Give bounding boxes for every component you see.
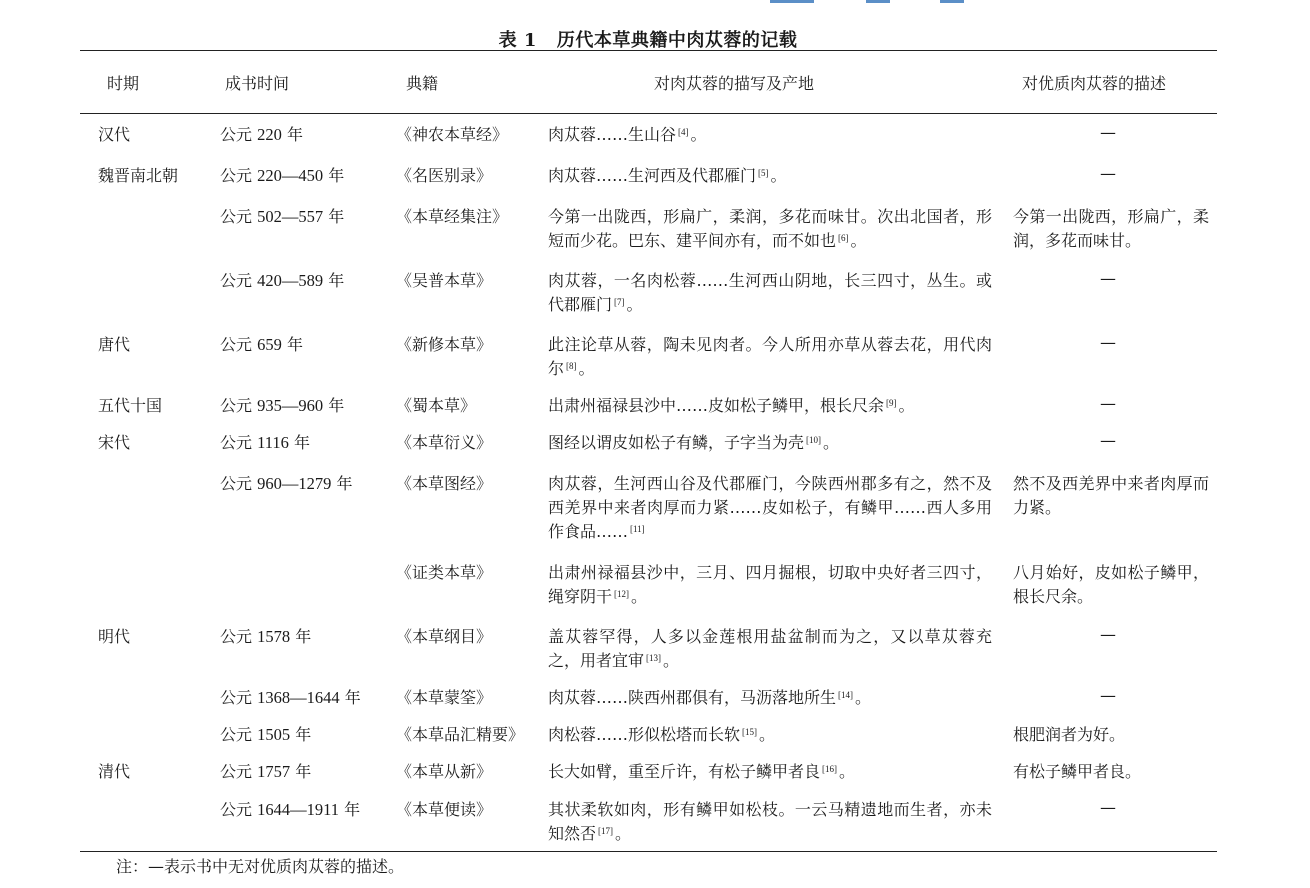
description-end: 。 <box>759 725 776 744</box>
quality-cell: 今第一出陇西，形扁广，柔润，多花而味甘。 <box>1013 207 1209 250</box>
header-book: 典籍 <box>406 74 439 93</box>
time-prefix: 公元 <box>220 125 253 144</box>
description-text: 长大如臂，重至斤许，有松子鳞甲者良 <box>548 762 821 781</box>
citation-ref: [11] <box>630 524 645 534</box>
description-text: 出肃州禄福县沙中，三月、四月掘根，切取中央好者三四寸，绳穿阴干 <box>548 563 992 606</box>
book-cell: 《本草经集注》 <box>396 207 509 226</box>
book-cell: 《吴普本草》 <box>396 271 493 290</box>
time-suffix: 年 <box>344 800 361 819</box>
citation-ref: [6] <box>838 233 849 243</box>
citation-ref: [12] <box>614 589 630 599</box>
time-suffix: 年 <box>295 762 312 781</box>
description-text: 肉苁蓉……生山谷 <box>548 125 677 144</box>
time-cell <box>220 394 344 418</box>
book-cell: 《本草衍义》 <box>396 433 493 452</box>
description-end: 。 <box>626 295 643 314</box>
description-cell <box>548 431 992 455</box>
time-suffix: 年 <box>328 207 345 226</box>
description-end: 。 <box>578 359 595 378</box>
header-time: 成书时间 <box>225 74 290 93</box>
header-quality: 对优质肉苁蓉的描述 <box>1022 74 1167 93</box>
description-end: 。 <box>663 651 680 670</box>
description-text: 图经以谓皮如松子有鳞，子字当为壳 <box>548 433 805 452</box>
quality-dash: — <box>1100 269 1116 288</box>
description-end: 。 <box>615 824 632 843</box>
description-text: 今第一出陇西，形扁广，柔润，多花而味甘。次出北国者，形短而少花。巴东、建平间亦有，而不如也 <box>548 207 992 250</box>
period-cell: 唐代 <box>98 335 131 354</box>
table-number: 表 1 <box>498 30 537 51</box>
description-cell <box>548 472 992 544</box>
description-text: 肉松蓉……形似松塔而长软 <box>548 725 741 744</box>
time-prefix: 公元 <box>220 800 253 819</box>
time-prefix: 公元 <box>220 627 253 646</box>
header-period: 时期 <box>107 74 140 93</box>
description-end: 。 <box>690 125 707 144</box>
time-suffix: 年 <box>344 688 361 707</box>
time-cell <box>220 164 344 188</box>
book-cell: 《证类本草》 <box>396 563 493 582</box>
description-text: 肉苁蓉……生河西及代郡雁门 <box>548 166 757 185</box>
period-cell: 魏晋南北朝 <box>98 166 179 185</box>
description-cell <box>548 164 992 188</box>
top-edge-mark-2 <box>866 0 890 3</box>
time-suffix: 年 <box>328 396 345 415</box>
time-prefix: 公元 <box>220 474 253 493</box>
quality-dash: — <box>1100 686 1116 705</box>
period-cell: 清代 <box>98 762 131 781</box>
citation-ref: [4] <box>678 127 689 137</box>
time-year: 420—589 <box>257 271 324 290</box>
description-cell <box>548 394 992 418</box>
book-cell: 《本草纲目》 <box>396 627 493 646</box>
citation-ref: [8] <box>566 361 577 371</box>
period-cell: 汉代 <box>98 125 131 144</box>
top-rule <box>80 50 1217 51</box>
citation-ref: [16] <box>822 764 838 774</box>
time-cell <box>220 625 311 649</box>
table-note: 注：—表示书中无对优质肉苁蓉的描述。 <box>116 857 405 876</box>
quality-cell: 根肥润者为好。 <box>1013 725 1126 744</box>
table-title-text: 历代本草典籍中肉苁蓉的记载 <box>556 30 798 51</box>
quality-dash: — <box>1100 123 1116 142</box>
description-text: 此注论草从蓉，陶未见肉者。今人所用亦草从蓉去花，用代肉尔 <box>548 335 992 378</box>
top-edge-mark-1 <box>770 0 814 3</box>
time-suffix: 年 <box>328 166 345 185</box>
time-cell <box>220 723 311 747</box>
citation-ref: [15] <box>742 727 758 737</box>
description-text: 出肃州福禄县沙中……皮如松子鳞甲，根长尺余 <box>548 396 885 415</box>
time-year: 1757 <box>257 762 291 781</box>
time-year: 1505 <box>257 725 291 744</box>
citation-ref: [17] <box>598 826 614 836</box>
time-cell <box>220 760 311 784</box>
description-cell <box>548 333 992 381</box>
citation-ref: [9] <box>886 398 897 408</box>
description-cell <box>548 760 992 784</box>
time-prefix: 公元 <box>220 396 253 415</box>
description-end: 。 <box>850 231 867 250</box>
time-prefix: 公元 <box>220 433 253 452</box>
book-cell: 《蜀本草》 <box>396 396 477 415</box>
citation-ref: [5] <box>758 168 769 178</box>
time-year: 960—1279 <box>257 474 332 493</box>
book-cell: 《神农本草经》 <box>396 125 509 144</box>
table-title <box>0 26 1296 52</box>
time-year: 502—557 <box>257 207 324 226</box>
description-cell <box>548 123 992 147</box>
quality-dash: — <box>1100 625 1116 644</box>
quality-dash: — <box>1100 394 1116 413</box>
description-text: 肉苁蓉，生河西山谷及代郡雁门，今陕西州郡多有之，然不及西羌界中来者肉厚而力紧……皮如松子，有鳞甲……西人多用作食品…… <box>548 474 992 541</box>
time-year: 659 <box>257 335 282 354</box>
time-cell <box>220 269 344 293</box>
period-cell: 宋代 <box>98 433 131 452</box>
citation-ref: [13] <box>646 653 662 663</box>
time-suffix: 年 <box>293 433 310 452</box>
quality-dash: — <box>1100 164 1116 183</box>
time-year: 220—450 <box>257 166 324 185</box>
citation-ref: [7] <box>614 297 625 307</box>
citation-ref: [10] <box>806 435 822 445</box>
book-cell: 《名医别录》 <box>396 166 493 185</box>
time-cell <box>220 205 344 229</box>
time-suffix: 年 <box>336 474 353 493</box>
time-suffix: 年 <box>295 725 312 744</box>
time-prefix: 公元 <box>220 271 253 290</box>
time-cell <box>220 431 310 455</box>
time-year: 935—960 <box>257 396 324 415</box>
description-end: 。 <box>898 396 915 415</box>
time-cell <box>220 472 352 496</box>
time-suffix: 年 <box>328 271 345 290</box>
description-text: 肉苁蓉……陕西州郡俱有，马沥落地所生 <box>548 688 837 707</box>
book-cell: 《本草从新》 <box>396 762 493 781</box>
time-suffix: 年 <box>286 125 303 144</box>
quality-dash: — <box>1100 798 1116 817</box>
time-cell <box>220 333 303 357</box>
quality-cell: 八月始好，皮如松子鳞甲，根长尺余。 <box>1013 563 1209 606</box>
description-text: 肉苁蓉，一名肉松蓉……生河西山阴地，长三四寸，丛生。或代郡雁门 <box>548 271 992 314</box>
time-year: 1644—1911 <box>257 800 339 819</box>
description-text: 盖苁蓉罕得，人多以金莲根用盐盆制而为之，又以草苁蓉充之，用者宜审 <box>548 627 992 670</box>
description-cell <box>548 798 992 846</box>
description-end: 。 <box>770 166 787 185</box>
time-suffix: 年 <box>295 627 312 646</box>
time-year: 1368—1644 <box>257 688 340 707</box>
top-edge-mark-3 <box>940 0 964 3</box>
book-cell: 《本草品汇精要》 <box>396 725 525 744</box>
time-prefix: 公元 <box>220 762 253 781</box>
period-cell: 五代十国 <box>98 396 163 415</box>
description-end: 。 <box>855 688 872 707</box>
description-cell <box>548 561 992 609</box>
time-prefix: 公元 <box>220 335 253 354</box>
bottom-rule <box>80 851 1217 852</box>
time-year: 1578 <box>257 627 291 646</box>
citation-ref: [14] <box>838 690 854 700</box>
description-cell <box>548 686 992 710</box>
time-prefix: 公元 <box>220 207 253 226</box>
quality-dash: — <box>1100 333 1116 352</box>
quality-cell: 然不及西羌界中来者肉厚而力紧。 <box>1013 474 1209 517</box>
book-cell: 《本草便读》 <box>396 800 493 819</box>
description-end: 。 <box>631 587 648 606</box>
book-cell: 《新修本草》 <box>396 335 493 354</box>
time-prefix: 公元 <box>220 688 253 707</box>
quality-dash: — <box>1100 431 1116 450</box>
period-cell: 明代 <box>98 627 131 646</box>
header-rule <box>80 113 1217 114</box>
time-year: 220 <box>257 125 282 144</box>
book-cell: 《本草蒙筌》 <box>396 688 493 707</box>
time-suffix: 年 <box>286 335 303 354</box>
time-cell <box>220 686 361 710</box>
description-cell <box>548 205 992 253</box>
time-prefix: 公元 <box>220 166 253 185</box>
description-text: 其状柔软如肉，形有鳞甲如松枝。一云马精遗地而生者，亦未知然否 <box>548 800 992 843</box>
description-cell <box>548 723 992 747</box>
description-cell <box>548 625 992 673</box>
time-year: 1116 <box>257 433 289 452</box>
header-description: 对肉苁蓉的描写及产地 <box>654 74 815 93</box>
quality-cell: 有松子鳞甲者良。 <box>1013 762 1142 781</box>
book-cell: 《本草图经》 <box>396 474 493 493</box>
time-prefix: 公元 <box>220 725 253 744</box>
description-end: 。 <box>839 762 856 781</box>
time-cell <box>220 123 303 147</box>
time-cell <box>220 798 360 822</box>
description-cell <box>548 269 992 317</box>
description-end: 。 <box>823 433 840 452</box>
